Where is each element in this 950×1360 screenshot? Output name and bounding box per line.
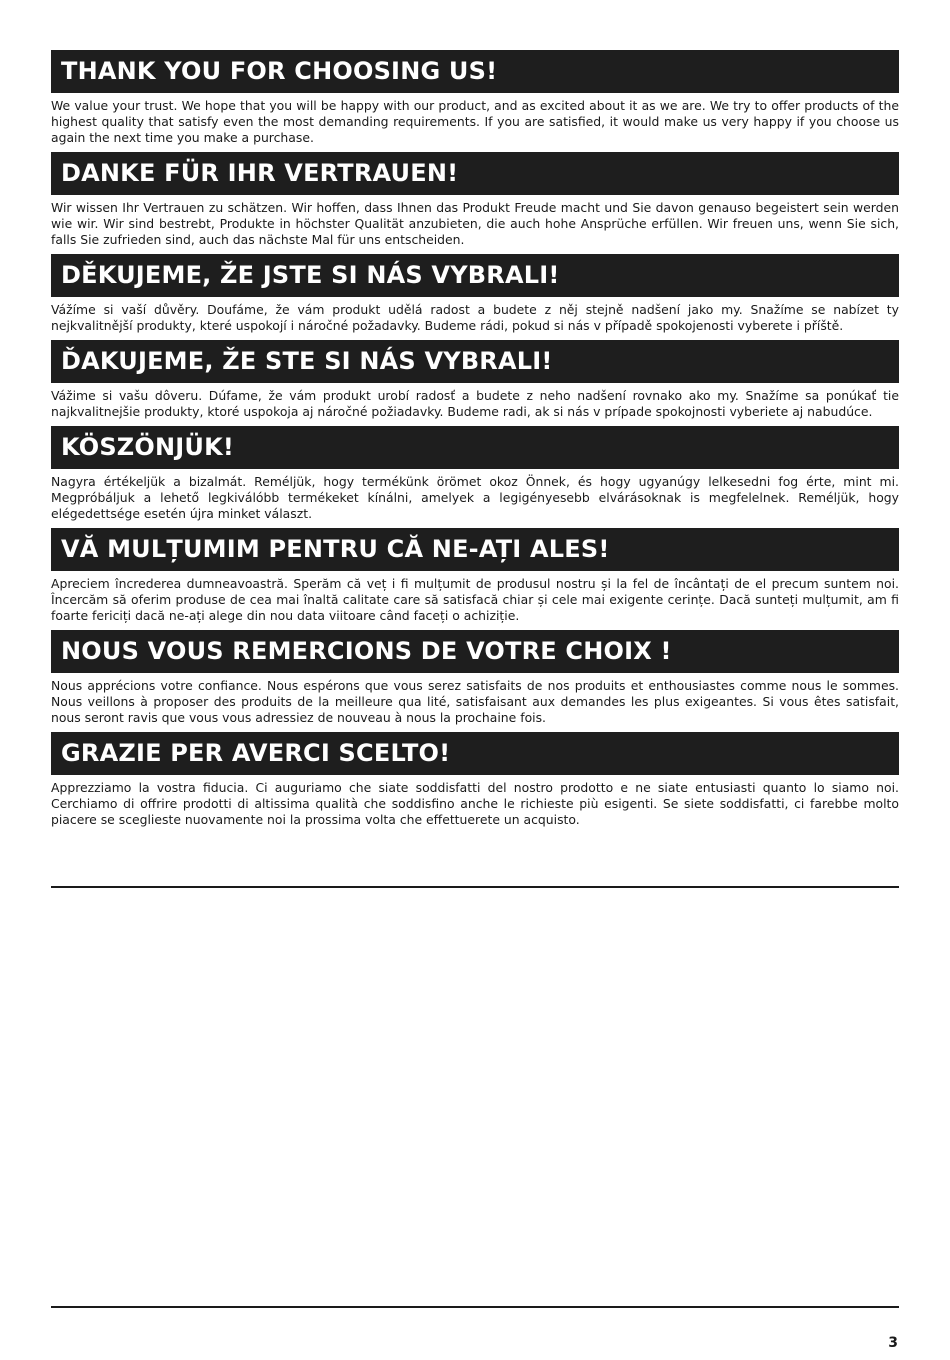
section-heading: DANKE FÜR IHR VERTRAUEN!: [51, 152, 899, 195]
section-text: Wir wissen Ihr Vertrauen zu schätzen. Wir hoffen, dass Ihnen das Produkt Freude macht und Sie davon genauso begeistert sein werden wie wir. Wir sind bestrebt, Produkte in höchster Qualität anzubieten, die auch hohe Ansprüche erfüllen. Wir freuen uns, wenn Sie sich, falls Sie zufrieden sind, auch das nächste Mal für uns entscheiden.: [51, 200, 899, 247]
section-heading: DĚKUJEME, ŽE JSTE SI NÁS VYBRALI!: [51, 254, 899, 297]
section-heading: KÖSZÖNJÜK!: [51, 426, 899, 469]
section-heading: THANK YOU FOR CHOOSING US!: [51, 50, 899, 93]
section-heading: NOUS VOUS REMERCIONS DE VOTRE CHOIX !: [51, 630, 899, 673]
section-romanian: [51, 528, 899, 624]
section-text: Apreciem încrederea dumneavoastră. Sperăm că veț i fi mulțumit de produsul nostru și la fel de încântați de el precum suntem noi. Încercăm să oferim produse de cea mai înaltă calitate care să satisfacă chiar și cele mai exigente cerințe. Dacă sunteți mulțumit, am fi foarte fericiți dacă ne-ați alege din nou data viitoare când faceți o achiziție.: [51, 576, 899, 623]
section-czech: [51, 254, 899, 334]
section-text: We value your trust. We hope that you will be happy with our product, and as excited about it as we are. We try to offer products of the highest quality that satisfy even the most demanding requirements. If you are satisfied, it would make us very happy if you choose us again the next time you make a purchase.: [51, 98, 899, 145]
section-text: Vážíme si vaší důvěry. Doufáme, že vám produkt udělá radost a budete z něj stejně nadšení jako my. Snažíme se nabízet ty nejkvalitnější produkty, které uspokojí i náročné požadavky. Budeme rádi, pokud si nás v případě spokojenosti vyberete i příště.: [51, 302, 899, 333]
divider-top: [51, 886, 899, 888]
section-german: [51, 152, 899, 248]
section-text: Nagyra értékeljük a bizalmát. Reméljük, hogy termékünk örömet okoz Önnek, és hogy ugyanúgy lelkesedni fog érte, mint mi. Megpróbáljuk a lehető legkiválóbb termékeket kínálni, amelyek a legigényesebb elvárásoknak is megfelelnek. Reméljük, hogy elégedettsége esetén újra minket választ.: [51, 474, 899, 521]
section-text: Nous apprécions votre confiance. Nous espérons que vous serez satisfaits de nos produits et enthousiastes comme nous le sommes. Nous veillons à proposer des produits de la meilleure qua lité, satisfaisant aux demandes les plus exigeantes. Si vous êtes satisfait, nous seront ravis que vous vous adressiez de nouveau à nous la prochaine fois.: [51, 678, 899, 725]
page-number: 3: [888, 1335, 898, 1351]
thank-you-sections: [51, 50, 899, 834]
section-slovak: [51, 340, 899, 420]
section-heading: VĂ MULȚUMIM PENTRU CĂ NE-AȚI ALES!: [51, 528, 899, 571]
section-italian: [51, 732, 899, 828]
section-text: Apprezziamo la vostra fiducia. Ci auguriamo che siate soddisfatti del nostro prodotto e ne siate entusiasti quanto lo siamo noi. Cerchiamo di offrire prodotti di altissima qualità che soddisfino anche le richieste più esigenti. Se siete soddisfatti, ci farebbe molto piacere se sceglieste nuovamente noi la prossima volta che effettuerete un acquisto.: [51, 780, 899, 827]
section-hungarian: [51, 426, 899, 522]
section-english: [51, 50, 899, 146]
section-text: Vážime si vašu dôveru. Dúfame, že vám produkt urobí radosť a budete z neho nadšení rovnako ako my. Snažíme sa ponúkať tie najkvalitnejšie produkty, ktoré uspokoja aj náročné požiadavky. Budeme radi, ak si nás v prípade spokojnosti vyberiete aj nabudúce.: [51, 388, 899, 419]
divider-footer: [51, 1306, 899, 1308]
section-heading: GRAZIE PER AVERCI SCELTO!: [51, 732, 899, 775]
section-french: [51, 630, 899, 726]
section-heading: ĎAKUJEME, ŽE STE SI NÁS VYBRALI!: [51, 340, 899, 383]
